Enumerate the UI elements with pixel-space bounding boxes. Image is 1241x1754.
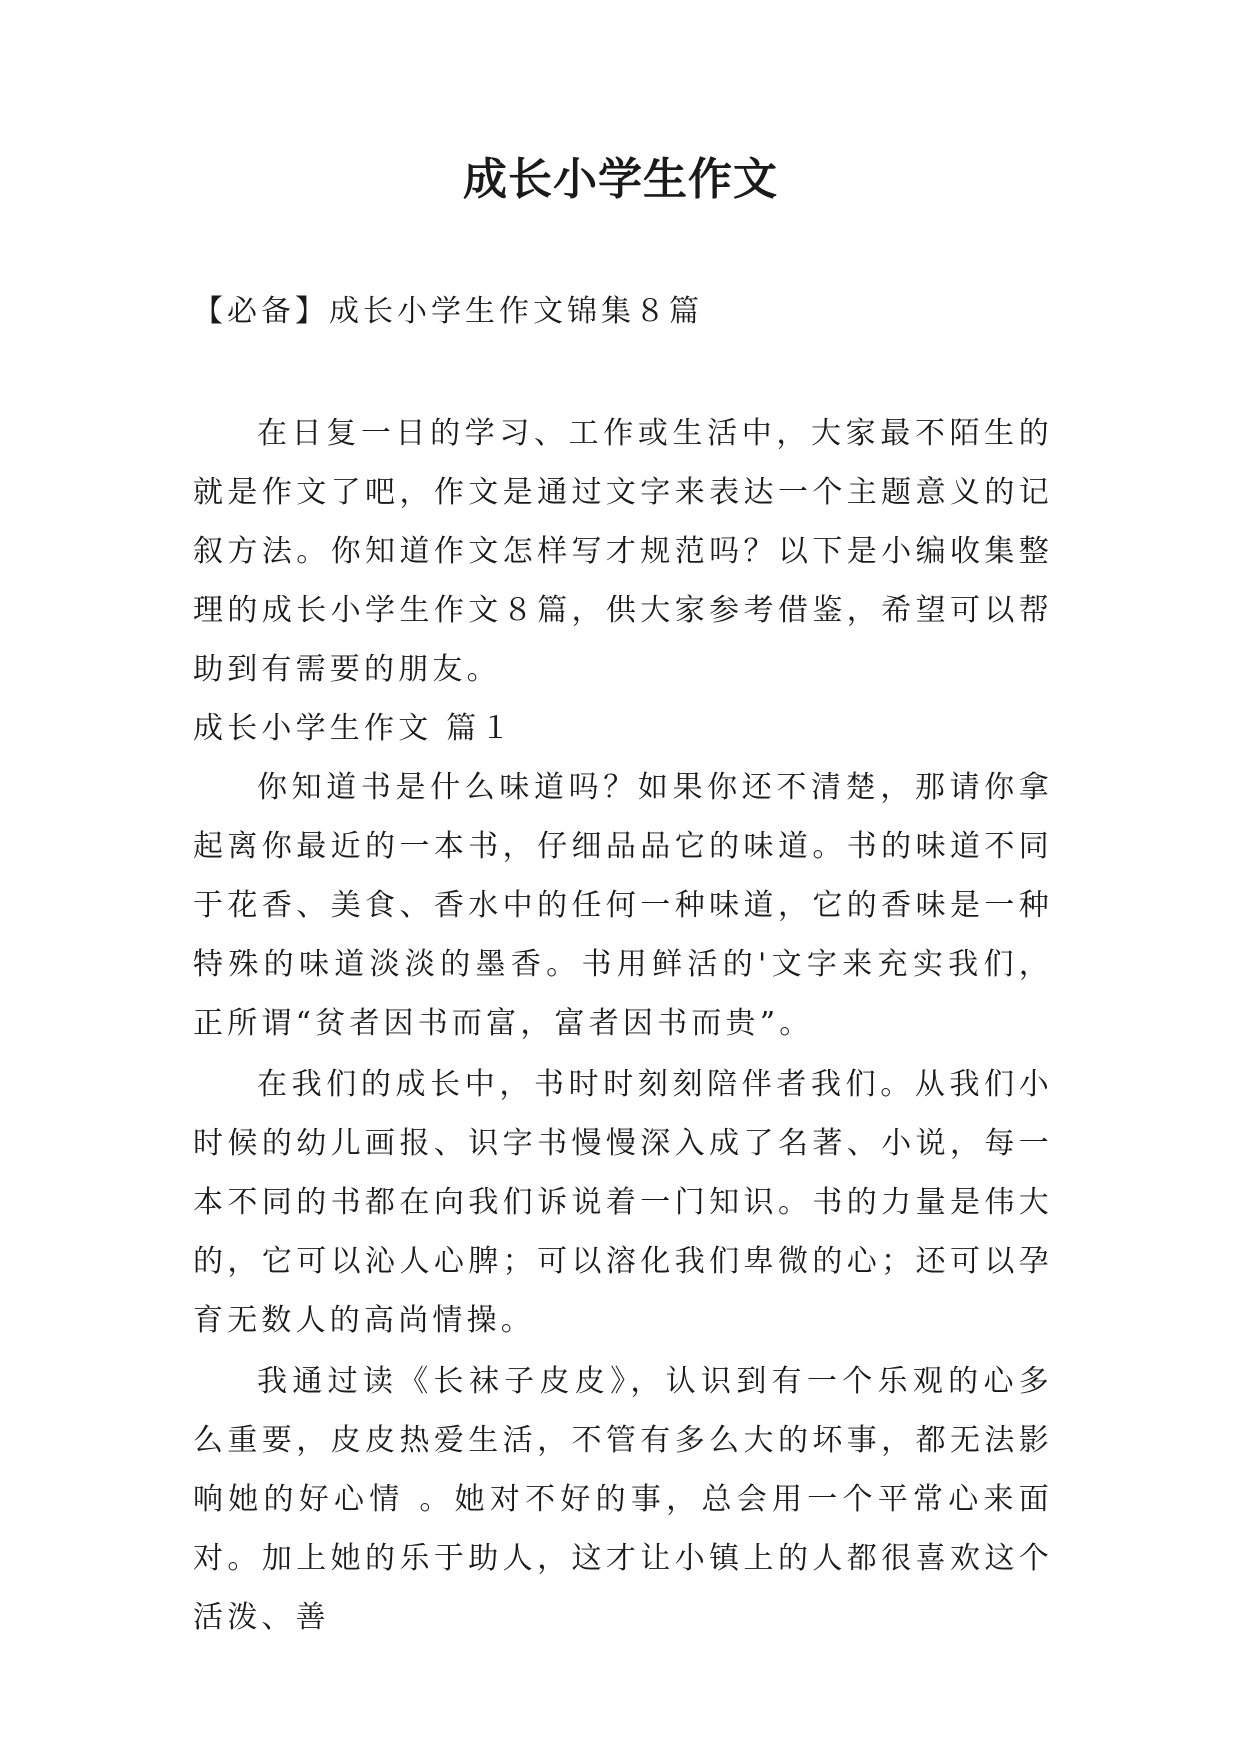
body-paragraph: 在我们的成长中，书时时刻刻陪伴者我们。从我们小时候的幼儿画报、识字书慢慢深入成了名著、小说，每一本不同的书都在向我们诉说着一门知识。书的力量是伟大的，它可以沁人心脾；可以溶化我们卑微的心；还可以孕育无数人的高尚情操。 bbox=[193, 1067, 1053, 1338]
document-body bbox=[193, 404, 1053, 1647]
body-paragraph: 你知道书是什么味道吗？如果你还不清楚，那请你拿起离你最近的一本书，仔细品品它的味道。书的味道不同于花香、美食、香水中的任何一种味道，它的香味是一种特殊的味道淡淡的墨香。书用鲜活的'文字来充实我们，正所谓“贫者因书而富，富者因书而贵”。 bbox=[193, 770, 1053, 1041]
intro-paragraph: 在日复一日的学习、工作或生活中，大家最不陌生的就是作文了吧，作文是通过文字来表达一个主题意义的记叙方法。你知道作文怎样写才规范吗？以下是小编收集整理的成长小学生作文８篇，供大家参考借鉴，希望可以帮助到有需要的朋友。 bbox=[193, 416, 1053, 687]
section-heading: 成长小学生作文 篇１ bbox=[193, 711, 515, 746]
body-paragraph: 我通过读《长袜子皮皮》，认识到有一个乐观的心多么重要，皮皮热爱生活，不管有多么大的坏事，都无法影响她的好心情 。她对不好的事，总会用一个平常心来面对。加上她的乐于助人，这才让小镇上的人都很喜欢这个活泼、善 bbox=[193, 1364, 1053, 1635]
document-title: 成长小学生作文 bbox=[463, 154, 778, 205]
document-subtitle: 【必备】成长小学生作文锦集８篇 bbox=[193, 294, 703, 329]
